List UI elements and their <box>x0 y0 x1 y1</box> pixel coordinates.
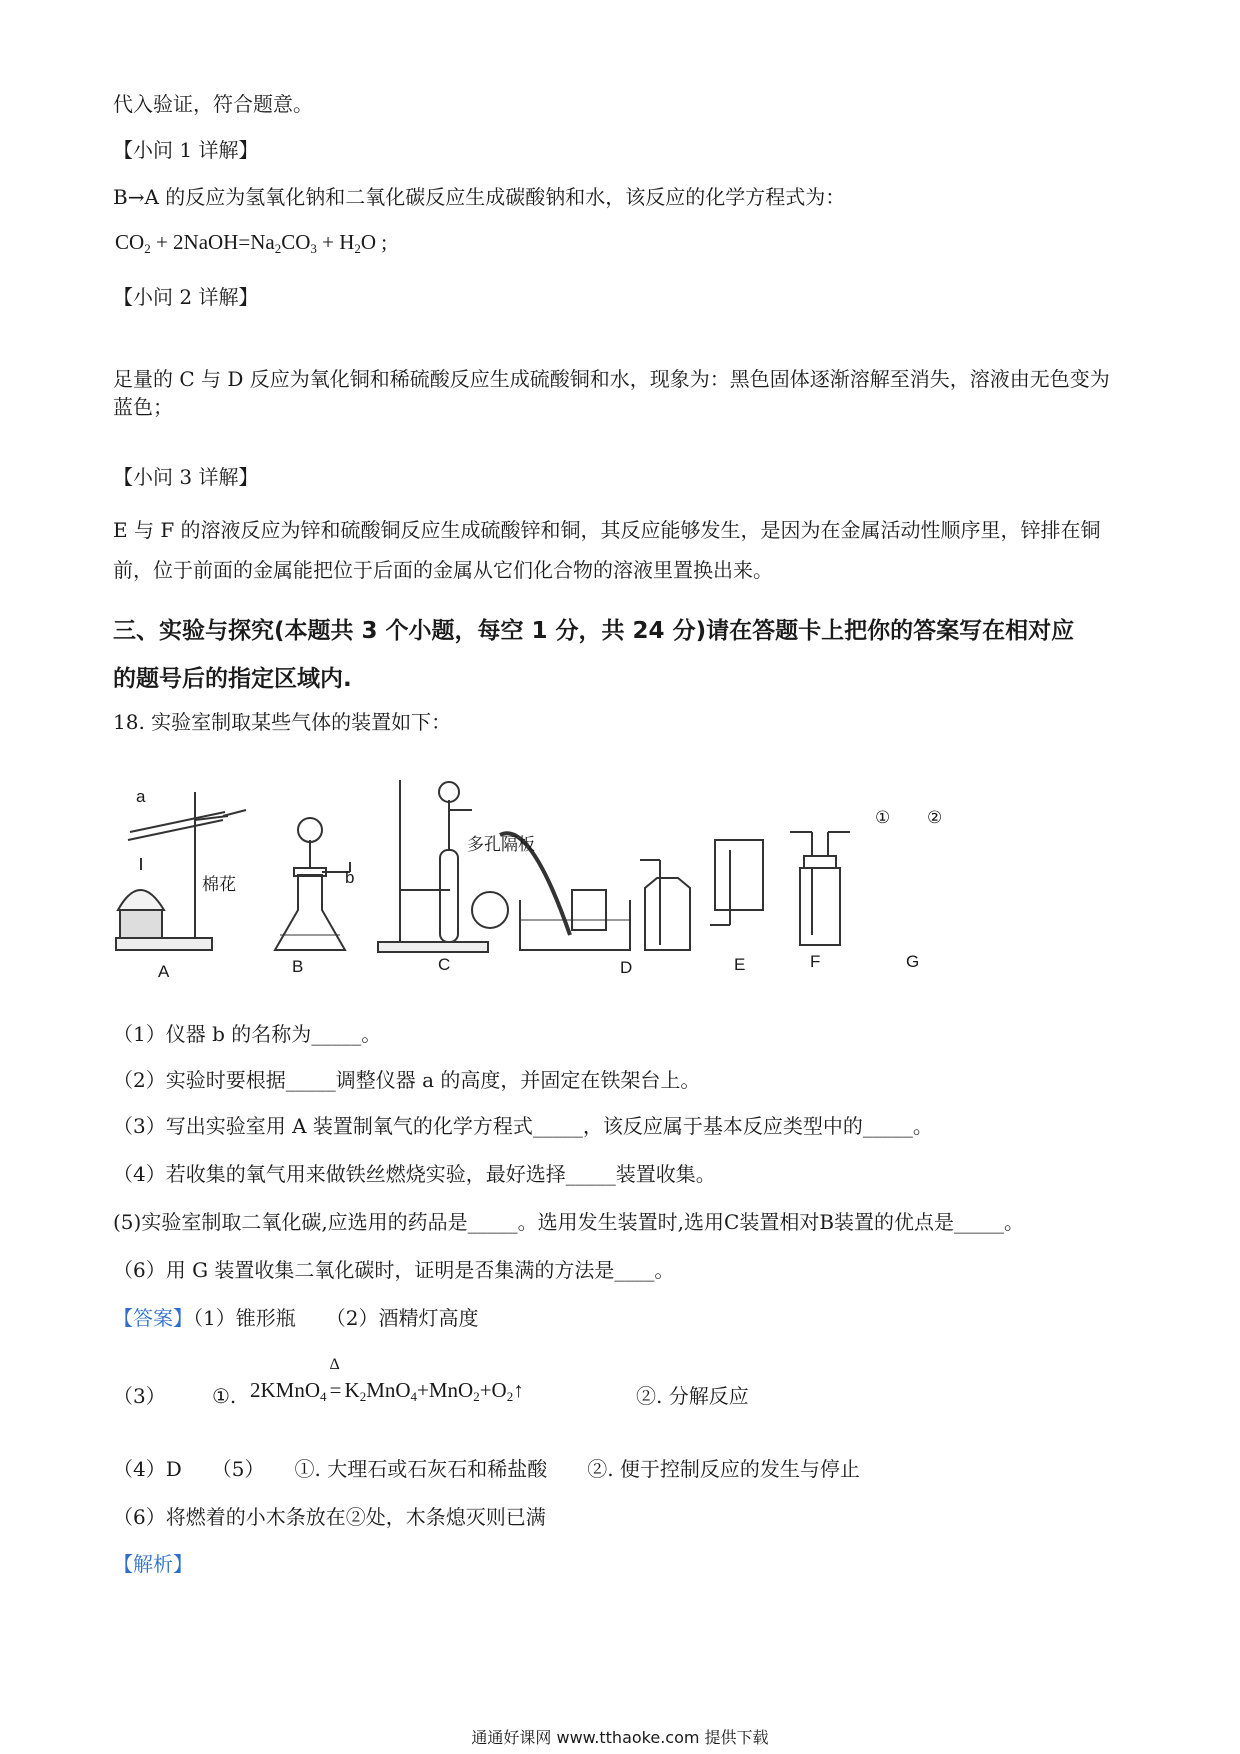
subquestion-2-heading: 【小问 2 详解】 <box>113 285 259 309</box>
equation-kmno4: 2KMnO$_4$ Δ = $K_2MnO_4+MnO_2+O_2↑$ <box>250 1356 524 1404</box>
answer-label: 【答案】 <box>113 1306 193 1330</box>
caption-d: D <box>620 958 633 977</box>
answer-line-1 <box>113 1304 478 1332</box>
subquestion-2-text: 足量的 C 与 D 反应为氧化铜和稀硫酸反应生成硫酸铜和水，现象为：黑色固体逐渐溶解至消失，溶液由无色变为蓝色； <box>113 367 1110 419</box>
text-line: 代入验证，符合题意。 <box>113 92 313 116</box>
caption-b: B <box>292 957 304 976</box>
subquestion-3-text: E 与 F 的溶液反应为锌和硫酸铜反应生成硫酸锌和铜，其反应能够发生，是因为在金属活动性顺序里，锌排在铜前，位于前面的金属能把位于后面的金属从它们化合物的溶液里置换出来。 <box>113 518 1101 582</box>
answer-3-type: ②. 分解反应 <box>636 1384 749 1408</box>
subquestion-1-text: B→A 的反应为氢氧化钠和二氧化碳反应生成碳酸钠和水，该反应的化学方程式为： <box>113 185 846 209</box>
question-18: 18. 实验室制取某些气体的装置如下： <box>113 710 452 734</box>
part-2: （2）实验时要根据_____调整仪器 a 的高度，并固定在铁架台上。 <box>113 1068 701 1092</box>
label-mianhua: 棉花 <box>202 875 236 894</box>
part-6: （6）用 G 装置收集二氧化碳时，证明是否集满的方法是____。 <box>113 1258 675 1282</box>
section-heading-line2: 的题号后的指定区域内. <box>113 666 352 692</box>
part-1: （1）仪器 b 的名称为_____。 <box>113 1022 382 1046</box>
answer-3-number: （3） <box>113 1384 166 1408</box>
part-4: （4）若收集的氧气用来做铁丝燃烧实验，最好选择_____装置收集。 <box>113 1162 716 1186</box>
caption-c: C <box>438 955 451 974</box>
subquestion-1-heading: 【小问 1 详解】 <box>113 138 259 162</box>
caption-e: E <box>734 955 746 974</box>
part-3: （3）写出实验室用 A 装置制氧气的化学方程式_____，该反应属于基本反应类型中的_____。 <box>113 1114 933 1138</box>
label-duokong-geban: 多孔隔板 <box>467 835 535 854</box>
answer-3-marker: ①. <box>212 1384 237 1408</box>
caption-g: G <box>906 952 920 971</box>
part-5: (5)实验室制取二氧化碳,应选用的药品是_____。选用发生装置时,选用C装置相对B装置的优点是_____。 <box>113 1210 1025 1234</box>
jiexi-label: 【解析】 <box>113 1552 193 1576</box>
label-b: b <box>345 868 355 887</box>
label-circle-2: ② <box>927 808 943 827</box>
caption-f: F <box>810 952 821 971</box>
label-a: a <box>136 787 146 806</box>
footer: 通通好课网 www.tthaoke.com 提供下载 <box>471 1728 769 1747</box>
caption-a: A <box>158 962 170 981</box>
label-circle-1: ① <box>875 808 891 827</box>
section-heading-line1: 三、实验与探究(本题共 3 个小题，每空 1 分，共 24 分)请在答题卡上把你的答案写在相对应 <box>113 618 1075 644</box>
answer-4-5: （4）D （5） ①. 大理石或石灰石和稀盐酸 ②. 便于控制反应的发生与停止 <box>113 1457 860 1481</box>
answer-1-2: （1）锥形瓶 （2）酒精灯高度 <box>193 1306 479 1330</box>
answer-6: （6）将燃着的小木条放在②处，木条熄灭则已满 <box>113 1505 546 1529</box>
equation-co2-naoh: $CO_2$ + $2NaOH=Na_2CO_3 + H_2O$ ; <box>115 230 388 256</box>
subquestion-3-heading: 【小问 3 详解】 <box>113 465 259 489</box>
